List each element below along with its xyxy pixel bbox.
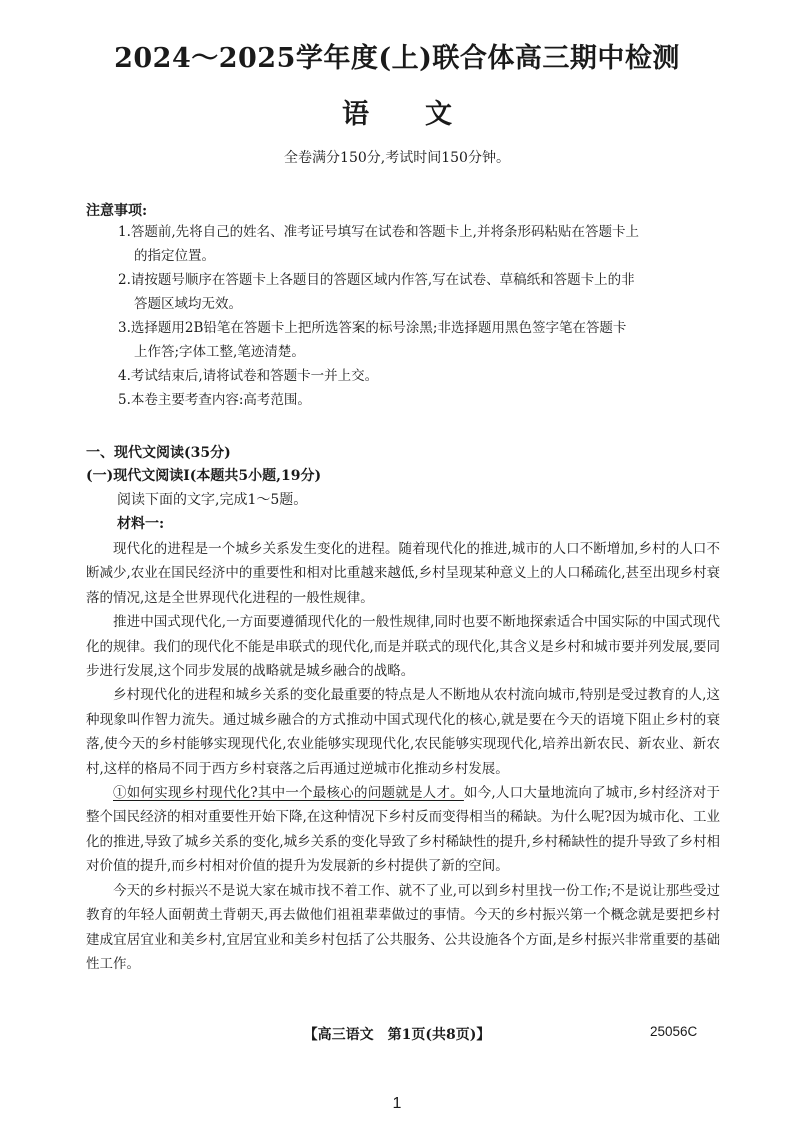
passage-paragraph-2: 推进中国式现代化,一方面要遵循现代化的一般性规律,同时也要不断地探索适合中国实际的中国式现代化的规律。我们的现代化不能是串联式的现代化,而是并联式的现代化,其含义是乡村和城市要并列发展,要同步进行发展,这个同步发展的战略就是城乡融合的战略。	[86, 614, 720, 680]
passage-paragraph-4	[86, 781, 720, 879]
section-subtitle: (一)现代文阅读Ⅰ(本题共5小题,19分)	[86, 468, 322, 484]
page-footer: 【高三语文 第1页(共8页)】	[303, 1027, 491, 1043]
underlined-sentence-1: ①如何实现乡村现代化?其中一个最核心的问题就是人才。	[113, 785, 464, 802]
notice-item	[118, 388, 736, 412]
notice-line-cont: 的指定位置。	[134, 248, 215, 264]
subject-title: 语文	[342, 99, 508, 130]
notice-line: 5.本卷主要考查内容:高考范围。	[118, 392, 311, 408]
exam-title: 2024～2025学年度(上)联合体高三期中检测	[114, 43, 680, 74]
reading-passage	[86, 537, 720, 976]
reading-instruction: 阅读下面的文字,完成1～5题。	[117, 492, 308, 508]
notice-line-cont: 上作答;字体工整,笔迹清楚。	[134, 344, 305, 360]
notice-line: 3.选择题用2B铅笔在答题卡上把所选答案的标号涂黑;非选择题用黑色签字笔在答题卡	[118, 320, 627, 336]
paragraph-4-rest: 如今,人口大量地流向了城市,乡村经济对于整个国民经济的相对重要性开始下降,在这种情况下乡村反而变得相当的稀缺。为什么呢?因为城市化、工业化的推进,导致了城乡关系的变化,城乡关系的变化导致了乡村稀缺性的提升,乡村稀缺性的提升导致了乡村相对价值的提升,而乡村相对价值的提升为发展新的乡村提供了新的空间。	[86, 785, 720, 875]
notice-item	[118, 220, 736, 268]
notice-heading: 注意事项:	[86, 203, 148, 219]
notice-line: 1.答题前,先将自己的姓名、准考证号填写在试卷和答题卡上,并将条形码粘贴在答题卡上	[118, 224, 639, 240]
passage-paragraph-5: 今天的乡村振兴不是说大家在城市找不着工作、就不了业,可以到乡村里找一份工作;不是说让那些受过教育的年轻人面朝黄土背朝天,再去做他们祖祖辈辈做过的事情。今天的乡村振兴第一个概念就是要把乡村建成宜居宜业和美乡村,宜居宜业和美乡村包括了公共服务、公共设施各个方面,是乡村振兴非常重要的基础性工作。	[86, 882, 720, 972]
paper-code: 25056C	[650, 1024, 698, 1039]
passage-paragraph-1: 现代化的进程是一个城乡关系发生变化的进程。随着现代化的推进,城市的人口不断增加,乡村的人口不断减少,农业在国民经济中的重要性和相对比重越来越低,乡村呈现某种意义上的人口稀疏化,甚至出现乡村衰落的情况,这是全世界现代化进程的一般性规律。	[86, 541, 720, 606]
notice-line-cont: 答题区域均无效。	[134, 296, 242, 312]
page-number: 1	[392, 1095, 402, 1112]
material-label: 材料一:	[117, 516, 165, 532]
notice-item	[118, 316, 736, 364]
notice-item	[118, 364, 736, 388]
notice-list	[118, 220, 736, 412]
notice-line: 4.考试结束后,请将试卷和答题卡一并上交。	[118, 368, 379, 384]
exam-meta: 全卷满分150分,考试时间150分钟。	[284, 150, 510, 166]
notice-item	[118, 268, 736, 316]
passage-paragraph-3: 乡村现代化的进程和城乡关系的变化最重要的特点是人不断地从农村流向城市,特别是受过教育的人,这种现象叫作智力流失。通过城乡融合的方式推动中国式现代化的核心,就是要在今天的语境下阻止乡村的衰落,使今天的乡村能够实现现代化,农业能够实现现代化,农民能够实现现代化,培养出新农民、新农业、新农村,这样的格局不同于西方乡村衰落之后再通过逆城市化推动乡村发展。	[86, 687, 720, 777]
section-title: 一、现代文阅读(35分)	[86, 445, 231, 461]
notice-line: 2.请按题号顺序在答题卡上各题目的答题区域内作答,写在试卷、草稿纸和答题卡上的非	[118, 272, 635, 288]
